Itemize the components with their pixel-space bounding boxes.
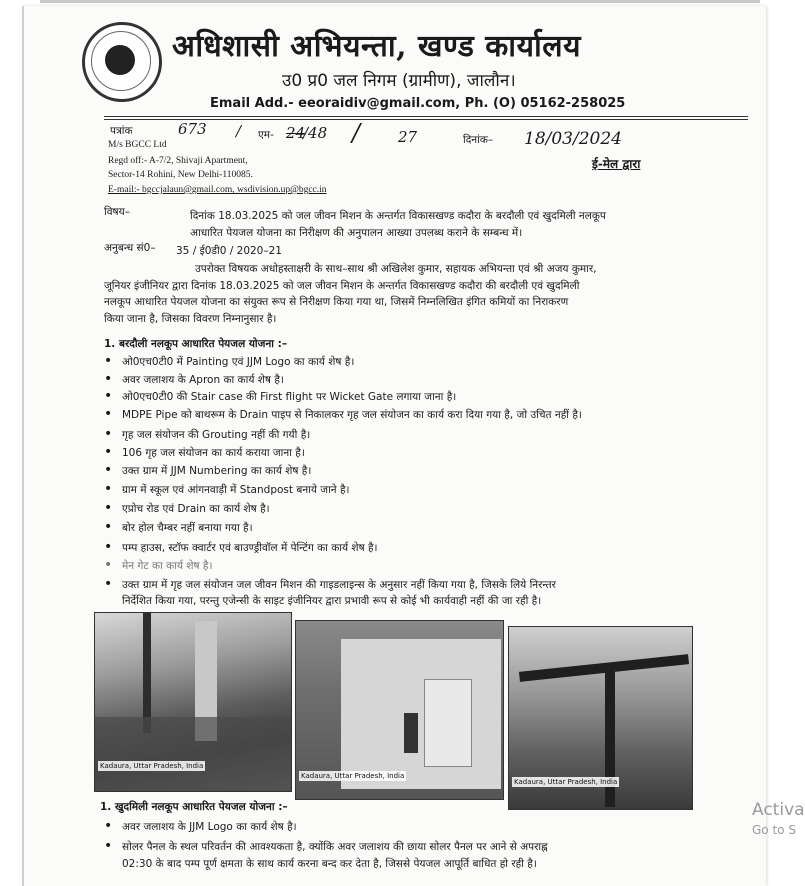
patrank-label: पत्रांक: [110, 125, 133, 137]
contact-line: Email Add.- eeoraidiv@gmail.com, Ph. (O) 05162-258025: [210, 96, 626, 111]
logo-drop-icon: [105, 45, 135, 75]
body-line-4: किया जाना है, जिसका विवरण निम्नानुसार है।: [104, 313, 277, 325]
section-2-heading: 1. खुदमिली नलकूप आधारित पेयजल योजना :–: [100, 801, 288, 813]
list-item: • पम्प हाउस, स्टॉफ क्वार्टर एवं बाउण्ड्रीवॉल में पेन्टिंग का कार्य शेष है।: [104, 541, 378, 555]
photo-pillar: [143, 613, 151, 733]
date-label: दिनांक–: [463, 134, 494, 146]
list-item: • एप्रोच रोड एवं Drain का कार्य शेष है।: [104, 502, 270, 516]
ref-separator-2: /: [352, 119, 361, 147]
list-item: • उक्त ग्राम में गृह जल संयोजन जल जीवन मिशन की गाइडलाइन्स के अनुसार नहीं किया गया है, जिसके लिये निरन्तर: [104, 578, 556, 592]
list-item: • ओ0एच0टी0 में Painting एवं JJM Logo का कार्य शेष है।: [104, 355, 354, 369]
list-item: • सोलर पैनल के स्थल परिवर्तन की आवश्यकता है, क्योंकि अवर जलाशय की छाया सोलर पैनल पर आने से अपराह्न: [104, 840, 548, 854]
addressee-line-1: M/s BGCC Ltd: [108, 140, 167, 150]
agreement-value: 35 / ई0डी0 / 2020–21: [176, 245, 282, 257]
photo-building: [341, 639, 501, 789]
agreement-label: अनुबन्ध सं0–: [104, 242, 156, 254]
list-item-continuation: निर्देशित किया गया, परन्तु एजेन्सी के साइट इंजीनियर द्वारा प्रभावी रूप से कोई भी कार्यवाही नहीं की जा रही है।: [122, 595, 542, 607]
office-title: अधिशासी अभियन्ता, खण्ड कार्यालय: [172, 29, 581, 64]
list-item: • ग्राम में स्कूल एवं आंगनवाड़ी में Standpost बनाये जाने है।: [104, 483, 350, 497]
section-1-heading: 1. बरदौली नलकूप आधारित पेयजल योजना :–: [104, 338, 288, 350]
list-item: • 106 गृह जल संयोजन का कार्य कराया जाना है।: [104, 446, 305, 460]
list-item: • MDPE Pipe को बाथरूम के Drain पाइप से निकालकर गृह जल संयोजन का कार्य करा दिया गया है, जो उचित नहीं है।: [104, 408, 582, 422]
addressee-email: E-mail:- bgccjalaun@gmail.com, wsdivision.up@bgcc.in: [108, 185, 327, 195]
body-line-3: नलकूप आधारित पेयजल योजना का संयुक्त रूप से निरीक्षण किया गया था, जिसमें निम्नलिखित इंगित कमियों का निराकरण: [104, 296, 569, 308]
list-item: • मेन गेट का कार्य शेष है।: [104, 559, 212, 573]
photo-caption: Kadaura, Uttar Pradesh, India: [514, 778, 618, 786]
photo-caption: Kadaura, Uttar Pradesh, India: [100, 762, 204, 770]
subject-line-1: दिनांक 18.03.2025 को जल जीवन मिशन के अन्तर्गत विकासखण्ड कदौरा के बरदौली एवं खुदमिली नलकूप: [190, 210, 606, 222]
addressee-line-3: Sector-14 Rohini, New Delhi-110085.: [108, 170, 253, 180]
up-jal-nigam-logo: [82, 22, 162, 102]
em-struck-value: 24: [286, 124, 306, 142]
email-mode-label: ई-मेल द्वारा: [592, 157, 641, 171]
ref-number: 27: [398, 128, 418, 146]
photo-pipe: [519, 654, 689, 682]
photo-ground: [95, 717, 291, 791]
site-photo-2: [295, 620, 504, 800]
list-item: • ओ0एच0टी0 की Stair case की First flight पर Wicket Gate लगाया जाना है।: [104, 390, 456, 404]
list-item: • उक्त ग्राम में JJM Numbering का कार्य शेष है।: [104, 464, 311, 478]
activation-watermark-title: Activa: [752, 800, 805, 820]
list-item: • अवर जलाशय के Apron का कार्य शेष है।: [104, 373, 284, 387]
addressee-line-2: Regd off:- A-7/2, Shivaji Apartment,: [108, 156, 248, 166]
site-photo-3: [508, 626, 693, 810]
photo-door: [424, 679, 472, 767]
patrank-value: 673: [178, 120, 207, 138]
photo-caption: Kadaura, Uttar Pradesh, India: [301, 772, 405, 780]
body-line-1: उपरोक्त विषयक अधोहस्ताक्षरी के साथ–साथ श्री अखिलेश कुमार, सहायक अभियन्ता एवं श्री अजय कुमार,: [195, 263, 597, 275]
activation-watermark-subtitle: Go to S: [752, 823, 796, 837]
list-item: • बोर होल चैम्बर नहीं बनाया गया है।: [104, 521, 253, 535]
em-value: /48: [303, 124, 328, 142]
site-photo-1: [94, 612, 292, 792]
header-rule: [104, 116, 748, 117]
subject-label: विषय–: [104, 206, 130, 218]
office-subtitle: उ0 प्र0 जल निगम (ग्रामीण), जालौन।: [282, 71, 516, 91]
em-prefix: एम-: [258, 129, 274, 141]
body-line-2: जूनियर इंजीनियर द्वारा दिनांक 18.03.2025 को जल जीवन मिशन के अन्तर्गत विकासखण्ड कदौरा की बरदौली एवं खुदमिली: [104, 280, 580, 292]
page-top-edge: [40, 0, 760, 3]
ref-separator: /: [236, 122, 242, 140]
list-item: • अवर जलाशय के JJM Logo का कार्य शेष है।: [104, 820, 297, 834]
subject-line-2: आधारित पेयजल योजना का निरीक्षण की अनुपालन आख्या उपलब्ध कराने के सम्बन्ध में।: [190, 227, 523, 239]
date-value: 18/03/2024: [524, 129, 622, 149]
list-item-continuation: 02:30 के बाद पम्प पूर्ण क्षमता के साथ कार्य करना बन्द कर देता है, जिससे पेयजल आपूर्ति बाधित हो रही है।: [122, 858, 537, 870]
list-item: • गृह जल संयोजन की Grouting नहीं की गयी है।: [104, 428, 310, 442]
photo-person: [404, 713, 418, 753]
